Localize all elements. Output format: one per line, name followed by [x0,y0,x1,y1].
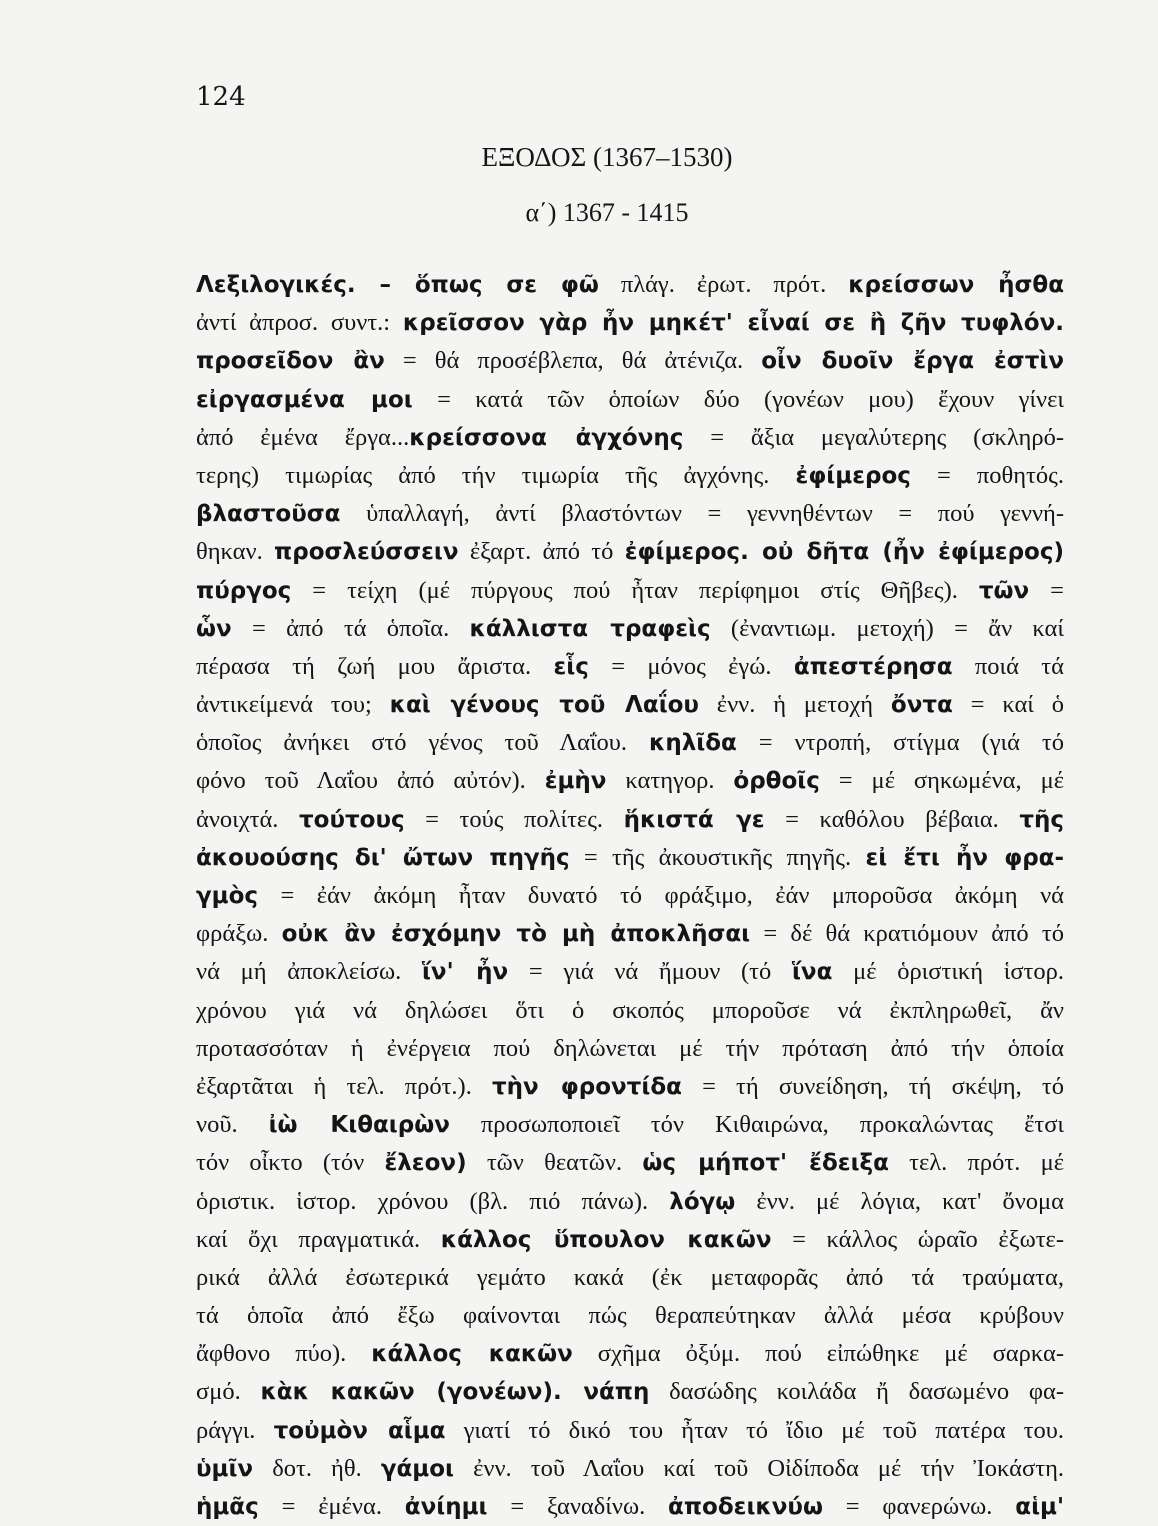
gloss-text: μέ ὁριστική ἱστορ. [832,958,1064,986]
lemma-term: ἀκουούσης δι' ὤτων πηγῆς [196,844,570,871]
gloss-text: ὁποῖος ἀνήκει στό γένος τοῦ Λαΐου. [196,729,649,757]
text-line [196,381,1064,419]
lemma-term: κρείσσονα ἀγχόνης [409,424,684,451]
text-line [196,266,1064,304]
lemma-term: ὀρθοῖς [733,768,820,795]
lemma-term: εἷς [553,653,589,680]
gloss-text: τελ. πρότ. μέ [888,1149,1064,1177]
gloss-text: = μέ σηκωμένα, μέ [819,767,1064,795]
lemma-term: βλαστοῦσα [196,501,341,528]
gloss-text: σμό. [196,1378,261,1406]
gloss-text: = ξαναδίνω. [487,1493,669,1520]
lemma-term: προσεῖδον ἂν [196,348,385,375]
text-line [196,610,1064,648]
text-line [196,1106,1064,1144]
gloss-text: = δέ θά κρατιόμουν ἀπό τό [750,920,1064,948]
lemma-term: κρεῖσσον γὰρ ἦν μηκέτ' εἶναί σε ἢ ζῆν τυφλόν. [402,310,1064,337]
text-line [196,1373,1064,1411]
lemma-term: ἵνα [791,959,833,986]
commentary-body [196,266,1064,1526]
gloss-text: δασώδης κοιλάδα ἤ δασωμένο φα- [649,1378,1064,1406]
gloss-text: = γιά νά ἤμουν (τό [508,958,792,986]
text-line [196,648,1064,686]
gloss-text: τῶν θεατῶν. [466,1149,643,1177]
gloss-text: = κάλλος ὡραῖο ἐξωτε- [771,1225,1064,1253]
gloss-text: = κατά τῶν ὁποίων δύο (γονέων μου) ἔχουν γίνει [412,385,1064,413]
gloss-text: νοῦ. [196,1111,269,1139]
lemma-term: ἐμὴν [544,768,607,795]
gloss-text: ποιά τά [952,652,1064,680]
lemma-term: ἐφίμερος. οὐ δῆτα (ἦν ἐφίμερος) [624,539,1064,566]
gloss-text: ἀντικείμενά του; [196,691,390,719]
lemma-term: ὡς μήποτ' ἔδειξα [642,1150,889,1177]
gloss-text: = [1029,576,1064,604]
text-line [196,457,1064,495]
lemma-term: αἱμ' [1015,1494,1064,1520]
lemma-term: πύργος [196,577,292,604]
lemma-term: ἀνίημι [404,1494,488,1520]
text-line [196,1030,1064,1068]
lemma-term: κρείσσων ἦσθα [848,272,1064,298]
gloss-text: = καί ὁ [952,691,1064,719]
text-line [196,686,1064,724]
gloss-text: ράγγι. [196,1416,274,1444]
gloss-text: = ἀπό τά ὁποῖα. [231,614,470,642]
lemma-term: κάλλιστα τραφεὶς [469,615,711,642]
gloss-text: = φανερώνω. [822,1493,1016,1520]
lemma-term: τὴν φροντίδα [492,1073,682,1100]
lemma-term: οἶν δυοῖν ἔργα ἐστὶν [761,348,1064,375]
lemma-term: ἀποδεικνύω [668,1494,823,1520]
gloss-text: = ἄξια μεγαλύτερης (σκληρό- [683,423,1064,451]
gloss-text: ἄφθονο πύο). [196,1340,372,1368]
text-line [196,572,1064,610]
gloss-text: φόνο τοῦ Λαΐου ἀπό αὐτόν). [196,767,545,795]
gloss-text: = ντροπή, στίγμα (γιά τό [736,729,1064,757]
gloss-text: ἐνν. ἡ μετοχή [698,691,891,719]
gloss-text: ὑπαλλαγή, ἀντί βλαστόντων = γεννηθέντων = πού γεννή- [340,500,1064,528]
lemma-term: κὰκ κακῶν (γονέων). νάπη [260,1379,650,1406]
text-line [196,1259,1064,1297]
text-line [196,342,1064,380]
gloss-text: ρικά ἀλλά ἐσωτερικά γεμάτο κακά (ἐκ μεταφορᾶς ἀπό τά τραύματα, [196,1263,1064,1291]
gloss-text: = τή συνείδηση, τή σκέψη, τό [681,1072,1064,1100]
gloss-text: = καθόλου βέβαια. [764,805,1020,833]
gloss-text: = τῆς ἀκουστικῆς πηγῆς. [569,843,866,871]
text-line [196,1183,1064,1221]
gloss-text: ἀπό ἐμένα ἔργα... [196,423,410,451]
lemma-term: ἡμᾶς [196,1494,259,1520]
lemma-term: ἵν' ἦν [421,959,509,986]
gloss-text: φράξω. [196,920,282,948]
gloss-text: δοτ. ἠθ. [253,1454,381,1482]
lemma-term: εἰ ἔτι ἦν φρα- [865,844,1064,871]
gloss-text: = τείχη (μέ πύργους πού ἦταν περίφημοι στίς Θῆβες). [291,576,979,604]
lemma-term: ὑμῖν [196,1455,254,1482]
section-title: ΕΞΟΔΟΣ (1367–1530) [481,142,733,172]
gloss-text: τερης) τιμωρίας ἀπό τήν τιμωρία τῆς ἀγχόνης. [196,461,796,489]
lemma-term: Λεξιλογικές. – ὅπως σε φῶ [196,272,599,298]
text-line [196,1412,1064,1450]
lemma-term: ἥκιστά γε [623,806,765,833]
text-line [196,1488,1064,1526]
lemma-term: λόγῳ [669,1188,736,1215]
text-line [196,1221,1064,1259]
gloss-text: = μόνος ἐγώ. [588,652,794,680]
text-line [196,1335,1064,1373]
gloss-text: ἐξαρτ. ἀπό τό [458,538,625,566]
text-line [196,419,1064,457]
lemma-term: προσλεύσσειν [274,539,459,566]
lemma-term: ἰὼ Κιθαιρὼν [268,1112,450,1139]
gloss-text: θηκαν. [196,538,275,566]
lemma-term: τούτους [298,806,405,833]
lemma-term: γμὸς [196,883,259,909]
lemma-term: κάλλος ὕπουλον κακῶν [440,1226,772,1253]
text-line [196,953,1064,991]
lemma-term: τῶν [978,577,1030,604]
gloss-text: γιατί τό δικό του ἦταν τό ἴδιο μέ τοῦ πατέρα του. [445,1416,1064,1444]
gloss-text: πλάγ. ἐρωτ. πρότ. [598,271,849,298]
lemma-term: γάμοι [380,1455,454,1482]
gloss-text: νά μή ἀποκλείσω. [196,958,422,986]
gloss-text: χρόνου γιά νά δηλώσει ὅτι ὁ σκοπός μποροῦσε νά ἐκπληρωθεῖ, ἄν [196,996,1064,1024]
text-line [196,1144,1064,1182]
gloss-text: ἐνν. τοῦ Λαΐου καί τοῦ Οἰδίποδα μέ τήν Ἰοκάστη. [454,1454,1064,1482]
text-line [196,1450,1064,1488]
gloss-text: (ἐναντιωμ. μετοχή) = ἄν καί [710,614,1064,642]
lemma-term: τοὐμὸν αἷμα [273,1417,446,1444]
gloss-text: = ἐμένα. [258,1493,405,1520]
gloss-text: = θά προσέβλεπα, θά ἀτένιζα. [384,347,762,375]
lemma-term: ἔλεον) [384,1150,467,1177]
gloss-text: καί ὄχι πραγματικά. [196,1225,441,1253]
lemma-term: οὐκ ἂν ἐσχόμην τὸ μὴ ἀποκλῆσαι [281,921,751,948]
text-line [196,533,1064,571]
gloss-text: τόν οἶκτο (τόν [196,1149,385,1177]
page-number: 124 [196,82,246,112]
text-line [196,724,1064,762]
gloss-text: = ποθητός. [910,461,1064,489]
lemma-term: καὶ γένους τοῦ Λαΐου [389,692,699,719]
text-line [196,877,1064,915]
lemma-term: κηλῖδα [649,730,737,757]
gloss-text: ἐνν. μέ λόγια, κατ' ὄνομα [735,1187,1064,1215]
lemma-term: τῆς [1019,806,1064,833]
lemma-term: εἰργασμένα μοι [196,386,413,413]
gloss-text: = τούς πολίτες. [404,805,624,833]
gloss-text: προσωποποιεῖ τόν Κιθαιρώνα, προκαλώντας ἔτσι [449,1111,1064,1139]
gloss-text: ἀνοιχτά. [196,805,299,833]
gloss-text: = ἐάν ἀκόμη ἦταν δυνατό τό φράξιμο, ἐάν μποροῦσα ἀκόμη νά [258,882,1064,909]
gloss-text: ἀντί ἀπροσ. συντ.: [196,309,403,337]
text-line [196,992,1064,1030]
lemma-term: ἀπεστέρησα [793,653,953,680]
lemma-term: ὄντα [890,692,953,719]
section-subtitle: α΄) 1367 - 1415 [525,198,689,227]
text-line [196,495,1064,533]
gloss-text: πέρασα τή ζωή μου ἄριστα. [196,652,554,680]
text-line [196,839,1064,877]
gloss-text: τά ὁποῖα ἀπό ἔξω φαίνονται πώς θεραπεύτηκαν ἀλλά μέσα κρύβουν [196,1302,1064,1330]
lemma-term: ἐφίμερος [795,462,911,489]
text-line [196,915,1064,953]
gloss-text: σχῆμα ὀξύμ. πού εἰπώθηκε μέ σαρκα- [572,1340,1064,1368]
text-line [196,1297,1064,1335]
text-line [196,762,1064,800]
text-line [196,304,1064,342]
lemma-term: κάλλος κακῶν [371,1341,573,1368]
text-line [196,801,1064,839]
lemma-term: ὧν [196,615,232,642]
gloss-text: προτασσόταν ἡ ἐνέργεια πού δηλώνεται μέ τήν πρόταση ἀπό τήν ὁποία [196,1034,1064,1062]
gloss-text: κατηγορ. [606,767,734,795]
gloss-text: ἐξαρτᾶται ἡ τελ. πρότ.). [196,1072,492,1100]
gloss-text: ὁριστικ. ἱστορ. χρόνου (βλ. πιό πάνω). [196,1187,670,1215]
text-line [196,1068,1064,1106]
